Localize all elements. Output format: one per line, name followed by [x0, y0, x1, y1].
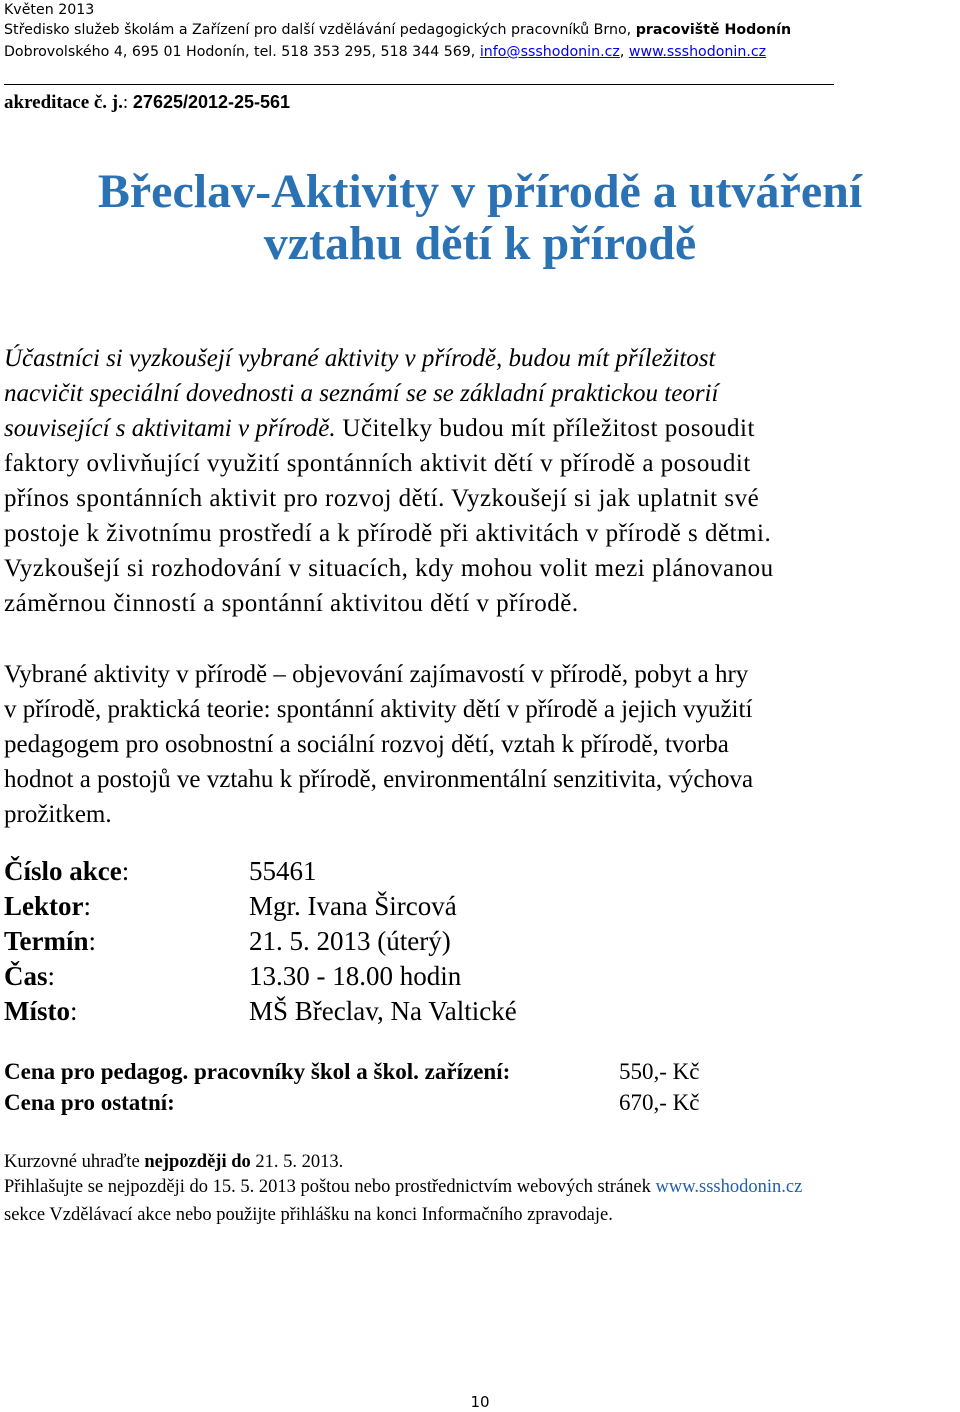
page-number: 10 — [470, 1393, 490, 1411]
course-title-line-2: vztahu dětí k přírodě — [263, 217, 697, 270]
detail-value: 55461 — [249, 856, 317, 886]
description-line: Vyzkoušejí si rozhodování v situacích, kdy mohou volit mezi plánovanou — [4, 555, 774, 582]
contact-separator: , — [619, 44, 629, 60]
organization-contact — [4, 42, 766, 62]
description-line: nacvičit speciální dovednosti a seznámí se se základní praktickou teorií — [4, 380, 719, 407]
organization-name — [4, 20, 791, 40]
detail-label: Čas: — [4, 961, 56, 991]
content-line: Vybrané aktivity v přírodě – objevování zajímavostí v přírodě, pobyt a hry — [4, 661, 749, 688]
detail-value: Mgr. Ivana Šircová — [249, 891, 457, 921]
email-link[interactable]: info@ssshodonin.cz — [479, 44, 620, 60]
website-link[interactable]: www.ssshodonin.cz — [628, 44, 767, 60]
detail-label: Termín: — [4, 926, 97, 956]
price-label: Cena pro pedagog. pracovníky škol a škol. zařízení: — [4, 1059, 511, 1084]
description-line: postoje k životnímu prostředí a k přírodě při aktivitách v přírodě s dětmi. — [4, 520, 772, 547]
content-line: prožitkem. — [4, 801, 112, 828]
accreditation-label: akreditace č. j. — [4, 92, 123, 113]
detail-value: 21. 5. 2013 (úterý) — [249, 926, 451, 956]
course-title-line-1: Břeclav-Aktivity v přírodě a utváření — [97, 165, 863, 218]
description-line: záměrnou činností a spontánní aktivitou dětí v přírodě. — [4, 590, 579, 617]
description-line — [4, 411, 956, 446]
detail-value: 13.30 - 18.00 hodin — [249, 961, 462, 991]
content-line: hodnot a postojů ve vztahu k přírodě, environmentální senzitivita, výchova — [4, 766, 754, 793]
registration-note: Přihlašujte se nejpozději do 15. 5. 2013 poštou nebo prostřednictvím webových stránek www.ssshodonin.cz — [4, 1177, 803, 1197]
content-line: v přírodě, praktická teorie: spontánní aktivity dětí v přírodě a jejich využití — [4, 696, 753, 723]
detail-label: Číslo akce: — [4, 856, 130, 886]
registration-section-note: sekce Vzdělávací akce nebo použijte přihlášku na konci Informačního zpravodaje. — [4, 1205, 613, 1225]
description-line: Účastníci si vyzkoušejí vybrané aktivity v přírodě, budou mít příležitost — [4, 345, 716, 372]
detail-label: Lektor: — [4, 891, 91, 921]
organization-prefix: Středisko služeb školám a Zařízení pro další vzdělávání pedagogických pracovníků Brno, — [4, 22, 636, 38]
address-text: Dobrovolského 4, 695 01 Hodonín, tel. 518 353 295, 518 344 569, — [4, 44, 480, 60]
price-label: Cena pro ostatní: — [4, 1090, 175, 1115]
accreditation-number: 27625/2012-25-561 — [132, 92, 291, 112]
accreditation-separator: : — [122, 92, 133, 113]
description-line-italic-part: související s aktivitami v přírodě. — [4, 415, 336, 442]
detail-label: Místo: — [4, 996, 78, 1026]
payment-note: Kurzovné uhraďte nejpozději do 21. 5. 2013. — [4, 1152, 344, 1172]
description-line: faktory ovlivňující využití spontánních aktivit dětí v přírodě a posoudit — [4, 450, 751, 477]
registration-website-link[interactable]: www.ssshodonin.cz — [655, 1177, 803, 1197]
detail-value: MŠ Břeclav, Na Valtické — [249, 996, 517, 1026]
course-description — [4, 341, 956, 621]
course-content — [4, 657, 956, 832]
organization-branch: pracoviště Hodonín — [635, 22, 792, 38]
description-line-regular-part: Učitelky budou mít příležitost posoudit — [335, 415, 755, 442]
description-line: přínos spontánních aktivit pro rozvoj dětí. Vyzkoušejí si jak uplatnit své — [4, 485, 760, 512]
price-value: 550,- Kč — [619, 1059, 700, 1084]
content-line: pedagogem pro osobnostní a sociální rozvoj dětí, vztah k přírodě, tvorba — [4, 731, 729, 758]
accreditation-line — [4, 90, 290, 115]
issue-month: Květen 2013 — [4, 2, 95, 18]
price-value: 670,- Kč — [619, 1090, 700, 1115]
header-divider — [4, 84, 834, 85]
